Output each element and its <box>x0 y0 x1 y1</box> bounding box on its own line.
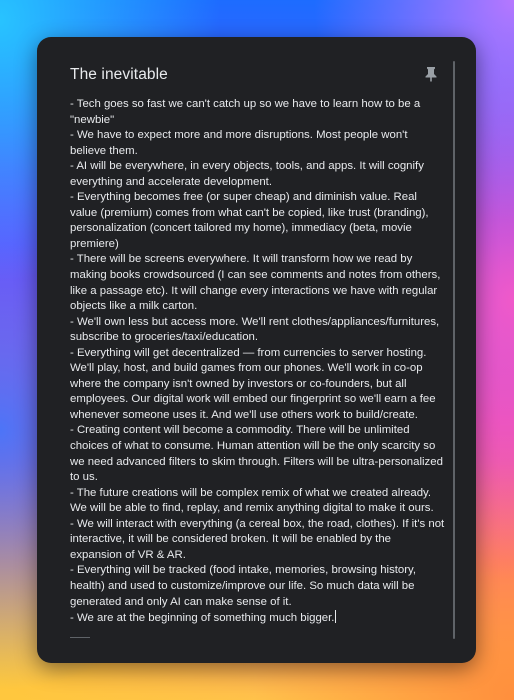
note-last-line <box>70 610 445 627</box>
scrollbar[interactable] <box>453 61 455 639</box>
note-line: - The future creations will be complex remix of what we created already. We will be able to find, replay, and remix anything digital to make it ours. <box>70 486 434 515</box>
note-line: - Everything will get decentralized — from currencies to server hosting. We'll play, host, and build games from our phones. We'll work in co-op where the company isn't owned by investors or co-founders, but all employees. Our digital work will embed our fingerprint so we'll earn a fee whenever someone uses it. And we'll use others work to build/create. <box>70 346 436 421</box>
note-line: - We have to expect more and more disruptions. Most people won't believe them. <box>70 129 408 157</box>
note-line: - Tech goes so fast we can't catch up so we have to learn how to be a "newbie" <box>70 98 421 126</box>
note-line: - Everything will be tracked (food intake, memories, browsing history, health) and used to customize/improve our life. So much data will be generated and only AI can make sense of it. <box>70 564 417 608</box>
note-line: - AI will be everywhere, in every objects, tools, and apps. It will cognify everything and accelerate development. <box>70 160 424 188</box>
note-line: - There will be screens everywhere. It will transform how we read by making books crowdsourced (I can see comments and notes from others, like a passage etc). It will change every interactions we have with regular objects like a milk carton. <box>70 253 441 313</box>
note-title[interactable]: The inevitable <box>70 66 168 83</box>
text-cursor <box>335 610 336 623</box>
note-line-text: - We are at the beginning of something much bigger. <box>70 612 335 625</box>
note-window[interactable] <box>37 37 476 663</box>
bottom-divider <box>70 637 90 638</box>
note-body[interactable] <box>70 97 445 627</box>
pin-icon-graphic <box>424 66 438 82</box>
pin-icon[interactable] <box>424 66 438 82</box>
note-line: - We will interact with everything (a cereal box, the road, clothes). If it's not interactive, it will be considered broken. It will be enabled by the expansion of VR & AR. <box>70 517 445 561</box>
note-line: - Creating content will become a commodity. There will be unlimited choices of what to consume. Human attention will be the only scarcity so we need advanced filters to skim through. Filters will be ultra-personalized to us. <box>70 424 443 484</box>
note-line: - Everything becomes free (or super cheap) and diminish value. Real value (premium) comes from what can't be copied, like trust (branding), personalization (concert tailored my home), immediacy (beta, movie premiere) <box>70 191 429 250</box>
note-line: - We'll own less but access more. We'll rent clothes/appliances/furnitures, subscribe to groceries/taxi/education. <box>70 315 440 344</box>
